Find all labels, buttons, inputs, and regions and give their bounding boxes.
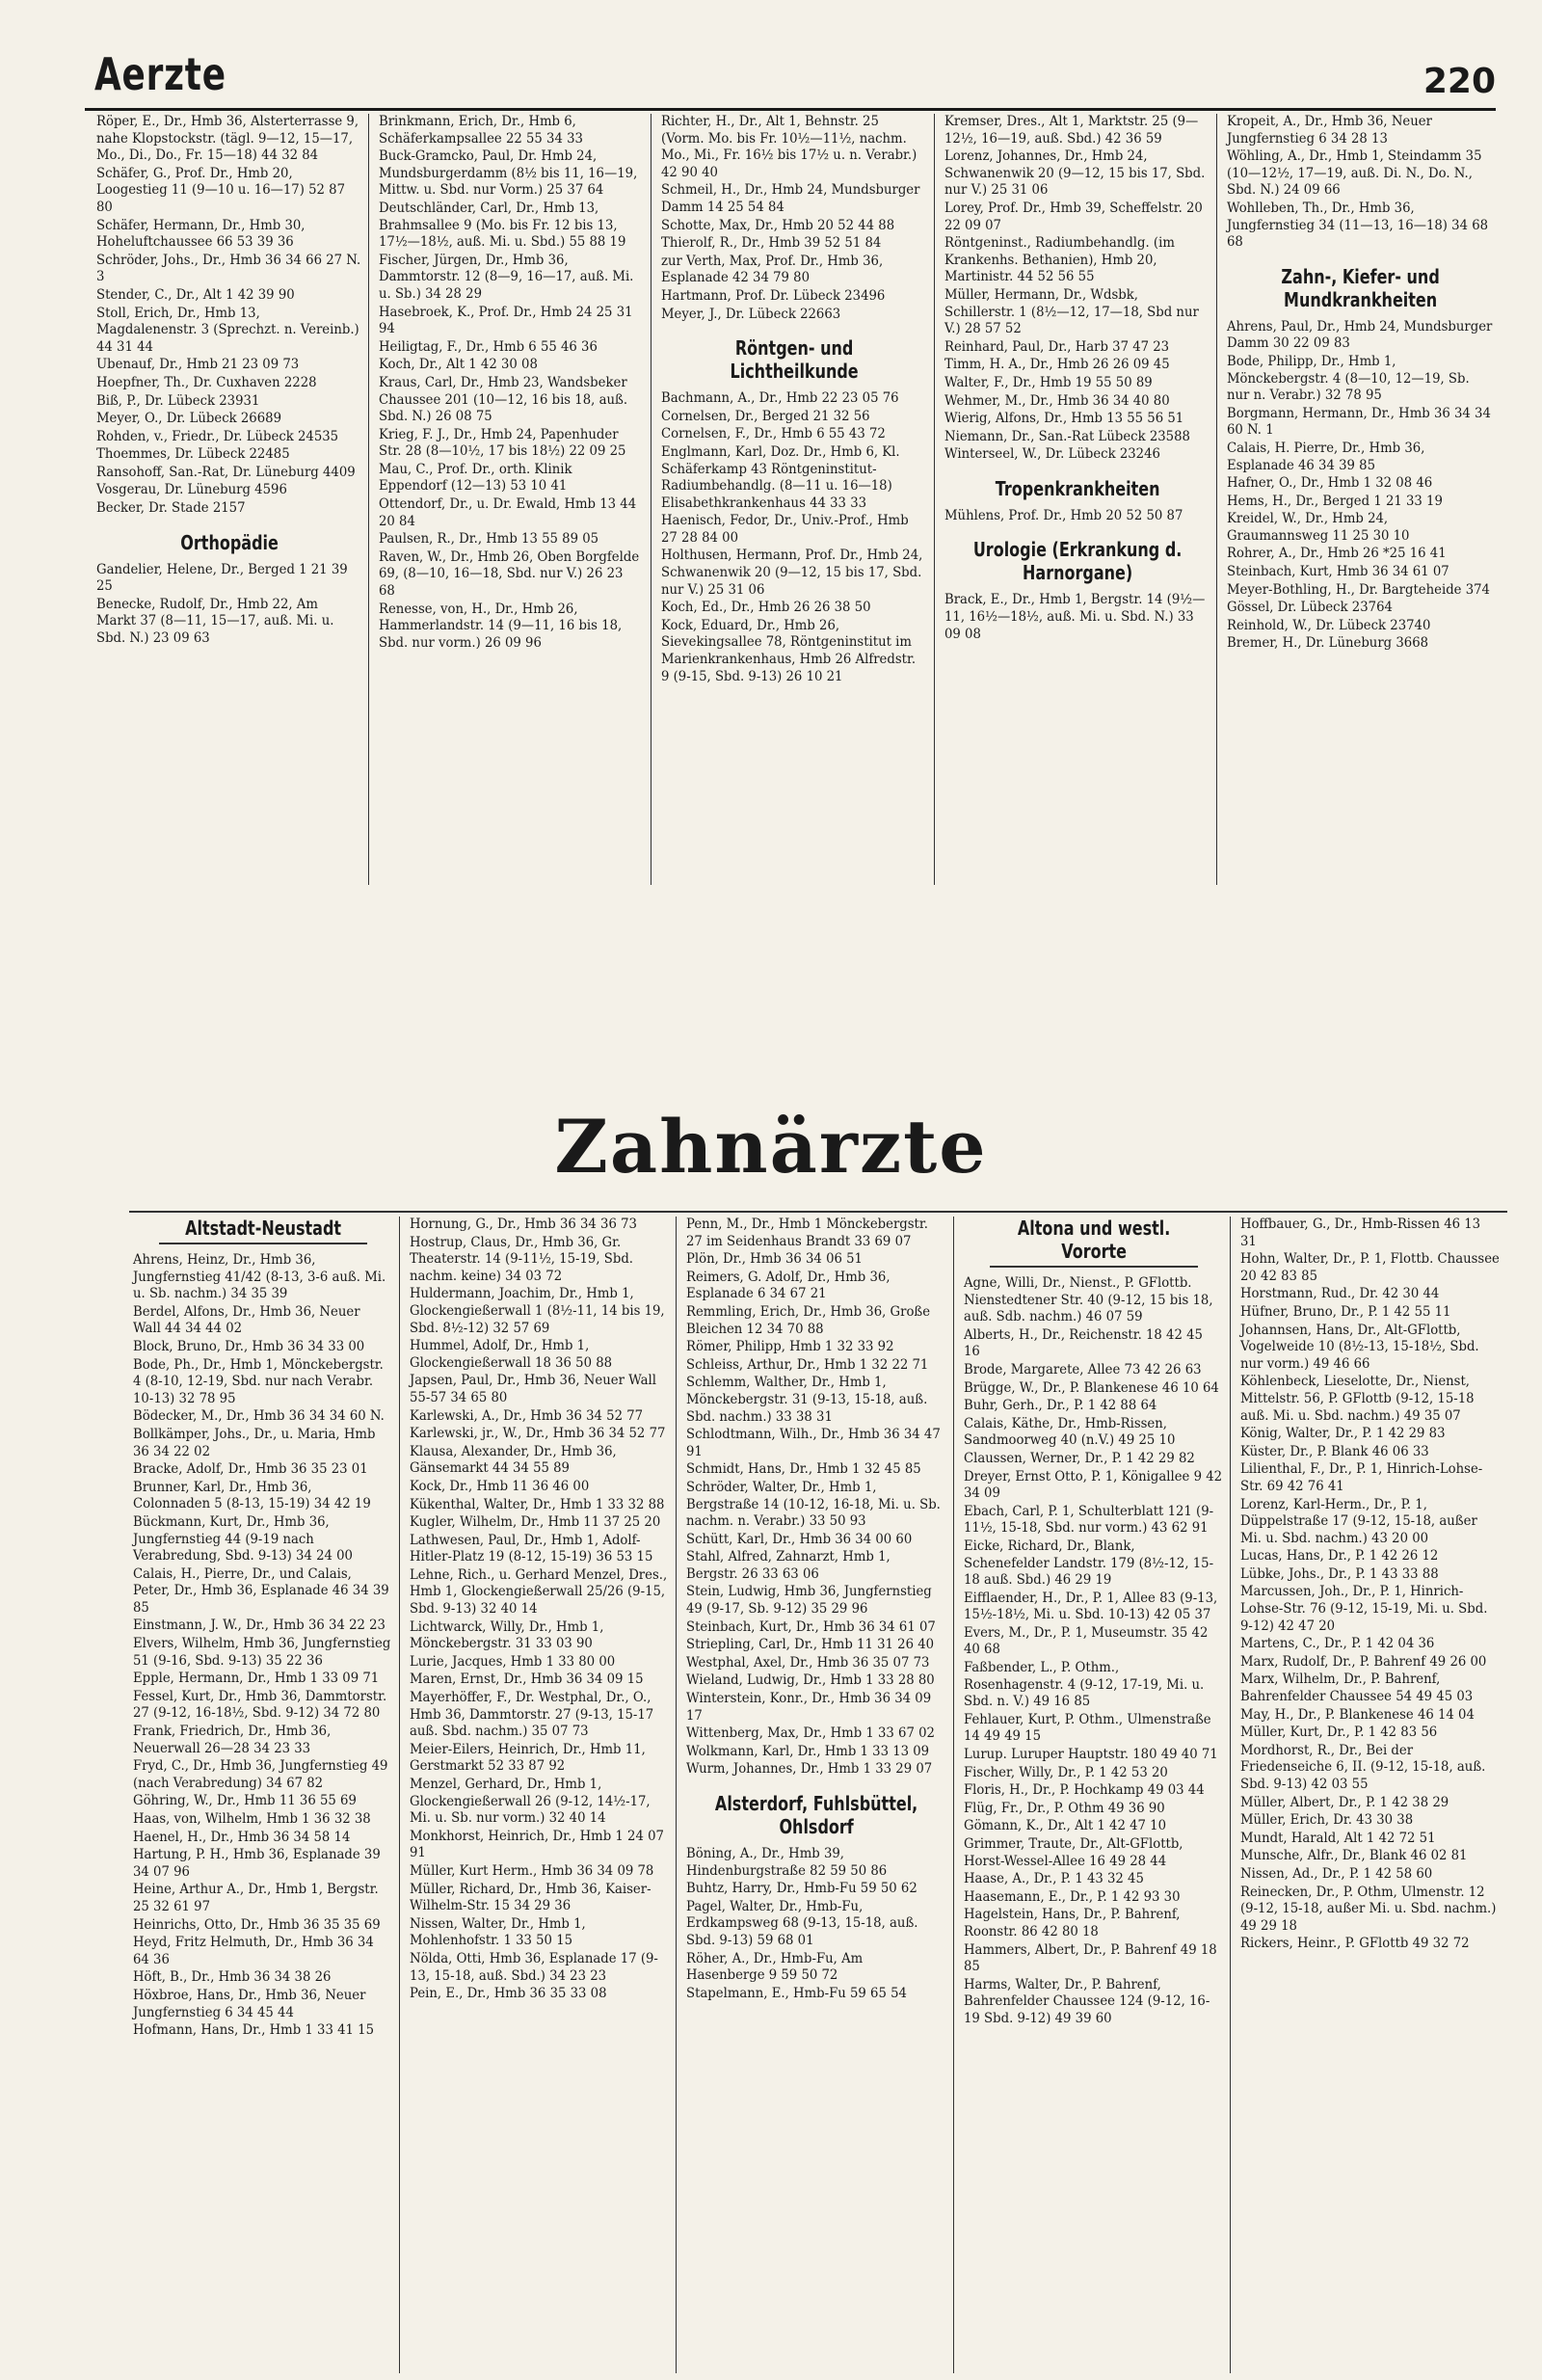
directory-entry: Göhring, W., Dr., Hmb 11 36 55 69 [133, 1793, 357, 1809]
directory-entry: Epple, Hermann, Dr., Hmb 1 33 09 71 [133, 1671, 380, 1687]
directory-entry: Paulsen, R., Dr., Hmb 13 55 89 05 [379, 531, 599, 548]
directory-entry: Einstmann, J. W., Dr., Hmb 36 34 22 23 [133, 1618, 386, 1634]
directory-entry: Röher, A., Dr., Hmb-Fu, Am Hasenberge 9 59 50 72 [686, 1950, 864, 1984]
directory-entry: Timm, H. A., Dr., Hmb 26 26 09 45 [944, 357, 1170, 373]
directory-entry: Eifflaender, H., Dr., P. 1, Allee 83 (9-13, 15½-18½, Mi. u. Sbd. 10-13) 42 05 37 [963, 1590, 1217, 1623]
directory-entry: Nissen, Ad., Dr., P. 1 42 58 60 [1239, 1865, 1432, 1882]
directory-entry: Ebach, Carl, P. 1, Schulterblatt 121 (9-11½, 15-18, Sbd. nur vorm.) 43 62 91 [963, 1503, 1213, 1537]
directory-entry: Lilienthal, F., Dr., P. 1, Hinrich-Lohse-Str. 69 42 76 41 [1239, 1461, 1483, 1494]
directory-entry: Hagelstein, Hans, Dr., P. Bahrenf, Roonstr. 86 42 80 18 [963, 1907, 1181, 1939]
directory-entry: Claussen, Werner, Dr., P. 1 42 29 82 [963, 1450, 1195, 1466]
directory-entry: Hartmann, Prof. Dr. Lübeck 23496 [661, 287, 886, 304]
directory-entry: Gössel, Dr. Lübeck 23764 [1226, 600, 1393, 616]
directory-entry: Küster, Dr., P. Blank 46 06 33 [1239, 1443, 1429, 1459]
directory-entry: Rohrer, A., Dr., Hmb 26 *25 16 41 [1226, 546, 1447, 562]
directory-entry: Marx, Rudolf, Dr., P. Bahrenf 49 26 00 [1239, 1653, 1487, 1670]
directory-entry: Reinhard, Paul, Dr., Harb 37 47 23 [944, 338, 1169, 355]
directory-entry: Hummel, Adolf, Dr., Hmb 1, Glockengießerwall 18 36 50 88 [410, 1338, 613, 1371]
directory-entry: Wierig, Alfons, Dr., Hmb 13 55 56 51 [944, 411, 1183, 427]
directory-entry: Müller, Kurt Herm., Hmb 36 34 09 78 [410, 1862, 654, 1879]
page-number: 220 [1422, 62, 1496, 101]
directory-entry: Gömann, K., Dr., Alt 1 42 47 10 [963, 1818, 1166, 1834]
directory-entry: Pagel, Walter, Dr., Hmb-Fu, Erdkampsweg 68 (9-13, 15-18, auß. Sbd. 9-13) 59 68 01 [686, 1898, 918, 1948]
directory-entry: Lurup. Luruper Hauptstr. 180 49 40 71 [963, 1747, 1218, 1763]
directory-entry: Westphal, Axel, Dr., Hmb 36 35 07 73 [686, 1654, 930, 1671]
directory-entry: Böning, A., Dr., Hmb 39, Hindenburgstraße 82 59 50 86 [686, 1846, 888, 1879]
directory-entry: Cornelsen, F., Dr., Hmb 6 55 43 72 [661, 426, 887, 442]
column [1223, 114, 1500, 885]
directory-entry: Harms, Walter, Dr., P. Bahrenf, Bahrenfelder Chaussee 124 (9-12, 16-19 Sbd. 9-12) 49 39 60 [963, 1976, 1210, 2026]
directory-entry: Stein, Ludwig, Hmb 36, Jungfernstieg 49 (9-17, Sb. 9-12) 35 29 96 [686, 1584, 933, 1618]
directory-entry: Nölda, Otti, Hmb 36, Esplanade 17 (9-13, 15-18, auß. Sbd.) 34 23 23 [410, 1950, 659, 1984]
directory-entry: Deutschländer, Carl, Dr., Hmb 13, Brahmsallee 9 (Mo. bis Fr. 12 bis 13, 17½—18½, auß. Mi. u. Sbd.) 55 88 19 [379, 200, 626, 251]
directory-entry: Marx, Wilhelm, Dr., P. Bahrenf, Bahrenfelder Chaussee 54 49 45 03 [1239, 1671, 1474, 1705]
directory-entry: Thierolf, R., Dr., Hmb 39 52 51 84 [661, 235, 882, 252]
column [941, 114, 1217, 885]
section-subheading: Orthopädie [180, 530, 279, 554]
directory-entry: Rickers, Heinr., P. GFlottb 49 32 72 [1239, 1936, 1470, 1952]
directory-entry: Römer, Philipp, Hmb 1 32 33 92 [686, 1339, 894, 1355]
directory-entry: Menzel, Gerhard, Dr., Hmb 1, Glockengießerwall 26 (9-12, 14½-17, Mi. u. Sb. nur vorm.) 32 40 14 [410, 1777, 651, 1827]
directory-entry: Bracke, Adolf, Dr., Hmb 36 35 23 01 [133, 1461, 368, 1478]
directory-entry: Grimmer, Traute, Dr., Alt-GFlottb, Horst-Wessel-Allee 16 49 28 44 [963, 1836, 1183, 1869]
directory-entry: Walter, F., Dr., Hmb 19 55 50 89 [944, 374, 1153, 390]
directory-entry: Wittenberg, Max, Dr., Hmb 1 33 67 02 [686, 1725, 936, 1742]
directory-entry: Pein, E., Dr., Hmb 36 35 33 08 [410, 1986, 607, 2002]
directory-entry: Fryd, C., Dr., Hmb 36, Jungfernstieg 49 (nach Verabredung) 34 67 82 [133, 1758, 388, 1791]
directory-entry: Reimers, G. Adolf, Dr., Hmb 36, Esplanade 6 34 67 21 [686, 1269, 891, 1302]
directory-entry: Meier-Eilers, Heinrich, Dr., Hmb 11, Gerstmarkt 52 33 87 92 [410, 1741, 646, 1775]
section-subheading: Tropenkrankheiten [995, 476, 1160, 500]
page-header [85, 48, 1496, 111]
directory-entry: Kugler, Wilhelm, Dr., Hmb 11 37 25 20 [410, 1514, 661, 1531]
directory-entry: Borgmann, Hermann, Dr., Hmb 36 34 34 60 N. 1 [1226, 405, 1491, 439]
directory-entry: Höft, B., Dr., Hmb 36 34 38 26 [133, 1969, 332, 1986]
directory-entry: Faßbender, L., P. Othm., Rosenhagenstr. 4 (9-12, 17-19, Mi. u. Sbd. n. V.) 49 16 85 [963, 1660, 1204, 1710]
directory-entry: Hafner, O., Dr., Hmb 1 32 08 46 [1226, 475, 1432, 492]
directory-entry: Reinhold, W., Dr. Lübeck 23740 [1226, 617, 1431, 633]
section-subheading: Urologie (Erkrankung d. Harnorgane) [972, 538, 1182, 585]
directory-entry: Mühlens, Prof. Dr., Hmb 20 52 50 87 [944, 507, 1183, 523]
column [1236, 1217, 1507, 2373]
column [960, 1217, 1231, 2373]
directory-entry: Schröder, Walter, Dr., Hmb 1, Bergstraße 14 (10-12, 16-18, Mi. u. Sb. nachm. n. Verabr.) 33 50 93 [686, 1479, 942, 1530]
directory-entry: Koch, Dr., Alt 1 42 30 08 [379, 357, 539, 373]
directory-entry: Hüfner, Bruno, Dr., P. 1 42 55 11 [1239, 1303, 1451, 1320]
directory-entry: Reinecken, Dr., P. Othm, Ulmenstr. 12 (9-12, 15-18, außer Mi. u. Sbd. nachm.) 49 29 18 [1239, 1884, 1497, 1934]
directory-entry: Dreyer, Ernst Otto, P. 1, Königallee 9 42 34 09 [963, 1468, 1222, 1502]
section-subheading: Zahn-, Kiefer- und Mundkrankheiten [1281, 264, 1440, 311]
directory-entry: Hems, H., Dr., Berged 1 21 33 19 [1226, 493, 1443, 509]
directory-entry: Brinkmann, Erich, Dr., Hmb 6, Schäferkampsallee 22 55 34 33 [379, 114, 584, 147]
divider [129, 1211, 1507, 1213]
directory-entry: Remmling, Erich, Dr., Hmb 36, Große Bleichen 12 34 70 88 [686, 1303, 931, 1337]
directory-entry: Horstmann, Rud., Dr. 42 30 44 [1239, 1286, 1440, 1302]
directory-entry: Lorey, Prof. Dr., Hmb 39, Scheffelstr. 20 22 09 07 [944, 200, 1203, 233]
section-subheading: Röntgen- und Lichtheilkunde [730, 336, 860, 384]
directory-entry: Mundt, Harald, Alt 1 42 72 51 [1239, 1830, 1436, 1846]
directory-entry: Wohlleben, Th., Dr., Hmb 36, Jungfernstieg 34 (11—13, 16—18) 34 68 68 [1226, 200, 1488, 251]
directory-entry: Brunner, Karl, Dr., Hmb 36, Colonnaden 5 (8-13, 15-19) 34 42 19 [133, 1479, 371, 1512]
directory-entry: Wehmer, M., Dr., Hmb 36 34 40 80 [944, 392, 1170, 409]
directory-entry: Japsen, Paul, Dr., Hmb 36, Neuer Wall 55-57 34 65 80 [410, 1373, 657, 1405]
directory-entry: Steinbach, Kurt, Dr., Hmb 36 34 61 07 [686, 1618, 937, 1635]
directory-entry: Müller, Erich, Dr. 43 30 38 [1239, 1812, 1413, 1829]
column [375, 114, 651, 885]
directory-entry: Fessel, Kurt, Dr., Hmb 36, Dammtorstr. 27 (9-12, 16-18½, Sbd. 9-12) 34 72 80 [133, 1688, 387, 1722]
directory-entry: Buck-Gramcko, Paul, Dr. Hmb 24, Mundsburgerdamm (8½ bis 11, 16—19, Mittw. u. Sbd. nur Vorm.) 25 37 64 [379, 148, 638, 199]
directory-entry: Huldermann, Joachim, Dr., Hmb 1, Glockengießerwall 1 (8½-11, 14 bis 19, Sbd. 8½-12) 32 57 69 [410, 1286, 665, 1336]
directory-entry: Schröder, Johs., Dr., Hmb 36 34 66 27 N. 3 [96, 252, 361, 285]
column [93, 114, 369, 885]
directory-entry: Meyer-Bothling, H., Dr. Bargteheide 374 [1226, 581, 1490, 598]
zahnaerzte-columns [129, 1217, 1507, 2373]
directory-entry: Mau, C., Prof. Dr., orth. Klinik Eppendorf (12—13) 53 10 41 [379, 461, 572, 495]
directory-entry: Buhr, Gerh., Dr., P. 1 42 88 64 [963, 1398, 1156, 1414]
directory-entry: Kremser, Dres., Alt 1, Marktstr. 25 (9—12½, 16—19, auß. Sbd.) 42 36 59 [944, 114, 1198, 147]
directory-entry: Schlodtmann, Wilh., Dr., Hmb 36 34 47 91 [686, 1427, 942, 1459]
directory-entry: Lehne, Rich., u. Gerhard Menzel, Dres., Hmb 1, Glockengießerwall 25/26 (9-15, Sbd. 9-13) 32 40 14 [410, 1566, 668, 1618]
directory-entry: Hoffbauer, G., Dr., Hmb-Rissen 46 13 31 [1239, 1217, 1480, 1249]
directory-entry: Fischer, Willy, Dr., P. 1 42 53 20 [963, 1764, 1168, 1780]
directory-entry: Ahrens, Paul, Dr., Hmb 24, Mundsburger Damm 30 22 09 83 [1226, 318, 1493, 352]
directory-entry: Martens, C., Dr., P. 1 42 04 36 [1239, 1636, 1435, 1652]
directory-entry: Ransohoff, San.-Rat, Dr. Lüneburg 4409 [96, 464, 356, 480]
directory-entry: Bode, Ph., Dr., Hmb 1, Mönckebergstr. 4 (8-10, 12-19, Sbd. nur nach Verabr. 10-13) 32 78 95 [133, 1356, 384, 1406]
column [129, 1217, 400, 2373]
directory-entry: Buhtz, Harry, Dr., Hmb-Fu 59 50 62 [686, 1881, 918, 1897]
directory-entry: Krieg, F. J., Dr., Hmb 24, Papenhuder Str. 28 (8—10½, 17 bis 18½) 22 09 25 [379, 426, 626, 460]
directory-entry: Bückmann, Kurt, Dr., Hmb 36, Jungfernstieg 44 (9-19 nach Verabredung, Sbd. 9-13) 34 24 00 [133, 1513, 353, 1564]
directory-entry: Schotte, Max, Dr., Hmb 20 52 44 88 [661, 217, 895, 233]
directory-entry: Hohn, Walter, Dr., P. 1, Flottb. Chaussee 20 42 83 85 [1239, 1251, 1500, 1284]
directory-entry: Berdel, Alfons, Dr., Hmb 36, Neuer Wall 44 34 44 02 [133, 1303, 360, 1337]
directory-entry: Englmann, Karl, Doz. Dr., Hmb 6, Kl. Schäferkamp 43 Röntgeninstitut-Radiumbehandlg. (8—11 u. 16—18) Elisabethkrankenhaus 44 33 33 [661, 443, 901, 511]
directory-entry: Müller, Kurt, Dr., P. 1 42 83 56 [1239, 1725, 1438, 1741]
directory-entry: Wolkmann, Karl, Dr., Hmb 1 33 13 09 [686, 1743, 930, 1759]
directory-entry: Brode, Margarete, Allee 73 42 26 63 [963, 1361, 1202, 1377]
zahnaerzte-title: Zahnärzte [554, 1104, 988, 1190]
directory-entry: Bollkämper, Johs., Dr., u. Maria, Hmb 36 34 22 02 [133, 1426, 376, 1459]
directory-entry: Stapelmann, E., Hmb-Fu 59 65 54 [686, 1985, 908, 2001]
directory-entry: Steinbach, Kurt, Hmb 36 34 61 07 [1226, 564, 1449, 580]
directory-entry: zur Verth, Max, Prof. Dr., Hmb 36, Esplanade 42 34 79 80 [661, 253, 884, 286]
directory-entry: Mordhorst, R., Dr., Bei der Friedenseiche 6, II. (9-12, 15-18, auß. Sbd. 9-13) 42 03 55 [1239, 1742, 1486, 1792]
directory-entry: Becker, Dr. Stade 2157 [96, 500, 246, 517]
directory-entry: Lucas, Hans, Dr., P. 1 42 26 12 [1239, 1548, 1439, 1564]
directory-entry: Meyer, J., Dr. Lübeck 22663 [661, 306, 841, 322]
directory-entry: König, Walter, Dr., P. 1 42 29 83 [1239, 1426, 1446, 1442]
directory-entry: Bremer, H., Dr. Lüneburg 3668 [1226, 635, 1428, 652]
directory-entry: Vosgerau, Dr. Lüneburg 4596 [96, 482, 287, 498]
directory-entry: Nissen, Walter, Dr., Hmb 1, Mohlenhofstr. 1 33 50 15 [410, 1915, 586, 1949]
directory-entry: Schäfer, Hermann, Dr., Hmb 30, Hoheluftchaussee 66 53 39 36 [96, 217, 306, 251]
directory-entry: Kraus, Carl, Dr., Hmb 23, Wandsbeker Chaussee 201 (10—12, 16 bis 18, auß. Sbd. N.) 26 08 75 [379, 374, 628, 425]
directory-entry: Müller, Hermann, Dr., Wdsbk, Schillerstr. 1 (8½—12, 17—18, Sbd nur V.) 28 57 52 [944, 286, 1199, 337]
directory-entry: Calais, H., Pierre, Dr., und Calais, Peter, Dr., Hmb 36, Esplanade 46 34 39 85 [133, 1565, 389, 1616]
directory-entry: Hornung, G., Dr., Hmb 36 34 36 73 [410, 1217, 638, 1232]
column [682, 1217, 953, 2373]
directory-entry: Schmidt, Hans, Dr., Hmb 1 32 45 85 [686, 1461, 922, 1478]
directory-entry: Flüg, Fr., Dr., P. Othm 49 36 90 [963, 1800, 1165, 1816]
directory-entry: Thoemmes, Dr. Lübeck 22485 [96, 446, 290, 463]
directory-entry: Hostrup, Claus, Dr., Hmb 36, Gr. Theaterstr. 14 (9-11½, 15-19, Sbd. nachm. keine) 34 03 72 [410, 1234, 634, 1284]
directory-entry: Plön, Dr., Hmb 36 34 06 51 [686, 1251, 864, 1268]
directory-entry: Schleiss, Arthur, Dr., Hmb 1 32 22 71 [686, 1356, 929, 1373]
directory-entry: Kropeit, A., Dr., Hmb 36, Neuer Jungfernstieg 6 34 28 13 [1226, 114, 1432, 147]
directory-entry: Richter, H., Dr., Alt 1, Behnstr. 25 (Vorm. Mo. bis Fr. 10½—11½, nachm. Mo., Mi., Fr. 16½ bis 17½ u. n. Verabr.) 42 90 40 [661, 114, 917, 180]
directory-entry: Haasemann, E., Dr., P. 1 42 93 30 [963, 1888, 1181, 1905]
directory-entry: Raven, W., Dr., Hmb 26, Oben Borgfelde 69, (8—10, 16—18, Sbd. nur V.) 26 23 68 [379, 548, 640, 600]
directory-entry: Wieland, Ludwig, Dr., Hmb 1 33 28 80 [686, 1672, 936, 1689]
directory-entry: Köhlenbeck, Lieselotte, Dr., Nienst, Mittelstr. 56, P. GFlottb (9-12, 15-18 auß. Mi. u. Sbd. nachm.) 49 35 07 [1239, 1374, 1475, 1424]
directory-entry: Lübke, Johs., Dr., P. 1 43 33 88 [1239, 1565, 1439, 1582]
directory-entry: Frank, Friedrich, Dr., Hmb 36, Neuerwall 26—28 34 23 33 [133, 1724, 332, 1756]
directory-entry: Hofmann, Hans, Dr., Hmb 1 33 41 15 [133, 2022, 375, 2039]
directory-entry: Penn, M., Dr., Hmb 1 Mönckebergstr. 27 im Seidenhaus Brandt 33 69 07 [686, 1217, 929, 1249]
directory-entry: Stender, C., Dr., Alt 1 42 39 90 [96, 286, 295, 303]
directory-entry: Müller, Albert, Dr., P. 1 42 38 29 [1239, 1794, 1449, 1810]
directory-entry: Klausa, Alexander, Dr., Hmb 36, Gänsemarkt 44 34 55 89 [410, 1443, 617, 1477]
directory-entry: Kock, Eduard, Dr., Hmb 26, Sievekingsallee 78, Röntgeninstitut im Marienkrankenhaus, Hmb 26 Alfredstr. 9 (9-15, Sbd. 9-13) 26 10 21 [661, 617, 917, 684]
directory-entry: Hammers, Albert, Dr., P. Bahrenf 49 18 85 [963, 1941, 1217, 1975]
directory-entry: Höxbroe, Hans, Dr., Hmb 36, Neuer Jungfernstieg 6 34 45 44 [133, 1987, 366, 2020]
directory-entry: Johannsen, Hans, Dr., Alt-GFlottb, Vogelweide 10 (8½-13, 15-18½, Sbd. nur vorm.) 49 46 66 [1239, 1322, 1479, 1372]
directory-entry: Brügge, W., Dr., P. Blankenese 46 10 64 [963, 1379, 1219, 1396]
directory-entry: Schütt, Karl, Dr., Hmb 36 34 00 60 [686, 1531, 913, 1547]
directory-entry: Bachmann, A., Dr., Hmb 22 23 05 76 [661, 390, 899, 407]
directory-entry: Benecke, Rudolf, Dr., Hmb 22, Am Markt 37 (8—11, 15—17, auß. Mi. u. Sbd. N.) 23 09 63 [96, 596, 334, 647]
directory-entry: Haas, von, Wilhelm, Hmb 1 36 32 38 [133, 1811, 371, 1827]
directory-entry: Evers, M., Dr., P. 1, Museumstr. 35 42 40 68 [963, 1624, 1208, 1658]
directory-entry: Niemann, Dr., San.-Rat Lübeck 23588 [944, 428, 1190, 444]
directory-entry: Fehlauer, Kurt, P. Othm., Ulmenstraße 14 49 49 15 [963, 1711, 1211, 1745]
directory-entry: Lorenz, Johannes, Dr., Hmb 24, Schwanenwik 20 (9—12, 15 bis 17, Sbd. nur V.) 25 31 06 [944, 148, 1205, 199]
directory-entry: Stoll, Erich, Dr., Hmb 13, Magdalenenstr. 3 (Sprechzt. n. Vereinb.) 44 31 44 [96, 305, 359, 355]
directory-entry: Mayerhöffer, F., Dr. Westphal, Dr., O., Hmb 36, Dammtorstr. 27 (9-13, 15-17 auß. Sbd. nachm.) 35 07 73 [410, 1690, 654, 1740]
column [406, 1217, 677, 2373]
directory-entry: Haenisch, Fedor, Dr., Univ.-Prof., Hmb 27 28 84 00 [661, 513, 910, 546]
directory-entry: Lichtwarck, Willy, Dr., Hmb 1, Mönckebergstr. 31 33 03 90 [410, 1618, 604, 1652]
directory-entry: Meyer, O., Dr. Lübeck 26689 [96, 411, 282, 427]
directory-entry: Fischer, Jürgen, Dr., Hmb 36, Dammtorstr. 12 (8—9, 16—17, auß. Mi. u. Sb.) 34 28 29 [379, 252, 634, 302]
column [657, 114, 934, 885]
directory-entry: Lurie, Jacques, Hmb 1 33 80 00 [410, 1653, 616, 1670]
directory-entry: Elvers, Wilhelm, Hmb 36, Jungfernstieg 51 (9-16, Sbd. 9-13) 35 22 36 [133, 1636, 391, 1669]
directory-entry: Hartung, P. H., Hmb 36, Esplanade 39 34 07 96 [133, 1847, 381, 1880]
directory-entry: Agne, Willi, Dr., Nienst., P. GFlottb. Nienstedtener Str. 40 (9-12, 15 bis 18, auß. Sdb. nachm.) 46 07 59 [963, 1275, 1213, 1325]
directory-entry: Floris, H., Dr., P. Hochkamp 49 03 44 [963, 1782, 1205, 1799]
directory-entry: Schlemm, Walther, Dr., Hmb 1, Mönckebergstr. 31 (9-13, 15-18, auß. Sbd. nachm.) 33 38 31 [686, 1375, 928, 1425]
section-subheading: Altona und westl. Vororte [990, 1217, 1198, 1268]
directory-entry: Winterseel, W., Dr. Lübeck 23246 [944, 446, 1160, 463]
directory-entry: Karlewski, jr., W., Dr., Hmb 36 34 52 77 [410, 1426, 666, 1442]
directory-entry: Heine, Arthur A., Dr., Hmb 1, Bergstr. 25 32 61 97 [133, 1882, 379, 1914]
directory-entry: Heyd, Fritz Helmuth, Dr., Hmb 36 34 64 36 [133, 1935, 374, 1967]
directory-entry: Ubenauf, Dr., Hmb 21 23 09 73 [96, 357, 300, 373]
directory-entry: Kock, Dr., Hmb 11 36 46 00 [410, 1478, 590, 1494]
directory-entry: Calais, H. Pierre, Dr., Hmb 36, Esplanade 46 34 39 85 [1226, 440, 1425, 473]
directory-entry: Stahl, Alfred, Zahnarzt, Hmb 1, Bergstr. 26 33 63 06 [686, 1549, 891, 1582]
directory-entry: Kreidel, W., Dr., Hmb 24, Graumannsweg 11 25 30 10 [1226, 511, 1410, 544]
directory-entry: May, H., Dr., P. Blankenese 46 14 04 [1239, 1706, 1475, 1723]
directory-entry: Calais, Käthe, Dr., Hmb-Rissen, Sandmoorweg 40 (n.V.) 49 25 10 [963, 1415, 1175, 1449]
directory-entry: Haenel, H., Dr., Hmb 36 34 58 14 [133, 1829, 351, 1845]
directory-entry: Heiligtag, F., Dr., Hmb 6 55 46 36 [379, 338, 598, 355]
section-title: Aerzte [94, 48, 226, 100]
directory-entry: Wurm, Johannes, Dr., Hmb 1 33 29 07 [686, 1761, 933, 1778]
directory-entry: Biß, P., Dr. Lübeck 23931 [96, 392, 260, 409]
directory-entry: Alberts, H., Dr., Reichenstr. 18 42 45 16 [963, 1326, 1203, 1360]
directory-entry: Marcussen, Joh., Dr., P. 1, Hinrich-Lohse-Str. 76 (9-12, 15-19, Mi. u. Sbd. 9-12) 42 47 20 [1239, 1584, 1488, 1634]
directory-entry: Hasebroek, K., Prof. Dr., Hmb 24 25 31 94 [379, 304, 633, 337]
section-subheading: Alsterdorf, Fuhlsbüttel, Ohlsdorf [715, 1792, 918, 1838]
directory-entry: Röper, E., Dr., Hmb 36, Alsterterrasse 9, nahe Klopstockstr. (tägl. 9—12, 15—17, Mo., Di., Do., Fr. 15—18) 44 32 84 [96, 114, 359, 164]
directory-entry: Brack, E., Dr., Hmb 1, Bergstr. 14 (9½—11, 16½—18½, auß. Mi. u. Sbd. N.) 33 09 08 [944, 592, 1205, 642]
directory-entry: Karlewski, A., Dr., Hmb 36 34 52 77 [410, 1407, 644, 1424]
directory-entry: Schäfer, G., Prof. Dr., Hmb 20, Loogestieg 11 (9—10 u. 16—17) 52 87 80 [96, 165, 346, 215]
directory-entry: Holthusen, Hermann, Prof. Dr., Hmb 24, Schwanenwik 20 (9—12, 15 bis 17, Sbd. nur V.) 25 31 06 [661, 548, 923, 598]
directory-entry: Monkhorst, Heinrich, Dr., Hmb 1 24 07 91 [410, 1828, 665, 1861]
directory-entry: Winterstein, Konr., Dr., Hmb 36 34 09 17 [686, 1691, 932, 1724]
directory-entry: Lathwesen, Paul, Dr., Hmb 1, Adolf-Hitler-Platz 19 (8-12, 15-19) 36 53 15 [410, 1532, 653, 1565]
directory-entry: Haase, A., Dr., P. 1 43 32 45 [963, 1871, 1144, 1887]
directory-entry: Ottendorf, Dr., u. Dr. Ewald, Hmb 13 44 20 84 [379, 496, 637, 529]
directory-entry: Rohden, v., Friedr., Dr. Lübeck 24535 [96, 428, 339, 444]
directory-entry: Heinrichs, Otto, Dr., Hmb 36 35 35 69 [133, 1916, 381, 1933]
directory-entry: Bode, Philipp, Dr., Hmb 1, Mönckebergstr. 4 (8—10, 12—19, Sb. nur n. Verabr.) 32 78 95 [1226, 353, 1470, 404]
directory-entry: Kükenthal, Walter, Dr., Hmb 1 33 32 88 [410, 1496, 665, 1512]
directory-entry: Koch, Ed., Dr., Hmb 26 26 38 50 [661, 600, 871, 616]
directory-entry: Röntgeninst., Radiumbehandlg. (im Krankenhs. Bethanien), Hmb 20, Martinistr. 44 52 56 55 [944, 235, 1175, 285]
directory-entry: Bödecker, M., Dr., Hmb 36 34 34 60 N. [133, 1408, 385, 1425]
aerzte-columns [93, 114, 1500, 885]
directory-entry: Hoepfner, Th., Dr. Cuxhaven 2228 [96, 374, 317, 390]
directory-entry: Cornelsen, Dr., Berged 21 32 56 [661, 408, 870, 424]
directory-entry: Wöhling, A., Dr., Hmb 1, Steindamm 35 (10—12½, 17—19, auß. Di. N., Do. N., Sbd. N.) 24 09 66 [1226, 148, 1482, 199]
directory-entry: Munsche, Alfr., Dr., Blank 46 02 81 [1239, 1848, 1468, 1864]
directory-entry: Striepling, Carl, Dr., Hmb 11 31 26 40 [686, 1637, 935, 1653]
directory-entry: Müller, Richard, Dr., Hmb 36, Kaiser-Wilhelm-Str. 15 34 29 36 [410, 1881, 651, 1914]
directory-entry: Maren, Ernst, Dr., Hmb 36 34 09 15 [410, 1671, 644, 1688]
directory-entry: Renesse, von, H., Dr., Hmb 26, Hammerlandstr. 14 (9—11, 16 bis 18, Sbd. nur vorm.) 26 09 96 [379, 601, 623, 651]
section-subheading: Altstadt-Neustadt [159, 1217, 367, 1244]
directory-entry: Eicke, Richard, Dr., Blank, Schenefelder Landstr. 179 (8½-12, 15-18 auß. Sbd.) 46 29 19 [963, 1538, 1213, 1589]
directory-entry: Schmeil, H., Dr., Hmb 24, Mundsburger Damm 14 25 54 84 [661, 182, 920, 215]
directory-entry: Gandelier, Helene, Dr., Berged 1 21 39 25 [96, 561, 348, 595]
directory-entry: Lorenz, Karl-Herm., Dr., P. 1, Düppelstraße 17 (9-12, 15-18, außer Mi. u. Sbd. nachm.) 43 20 00 [1239, 1496, 1477, 1546]
directory-entry: Ahrens, Heinz, Dr., Hmb 36, Jungfernstieg 41/42 (8-13, 3-6 auß. Mi. u. Sb. nachm.) 34 35 39 [133, 1252, 386, 1302]
directory-entry: Block, Bruno, Dr., Hmb 36 34 33 00 [133, 1338, 365, 1354]
